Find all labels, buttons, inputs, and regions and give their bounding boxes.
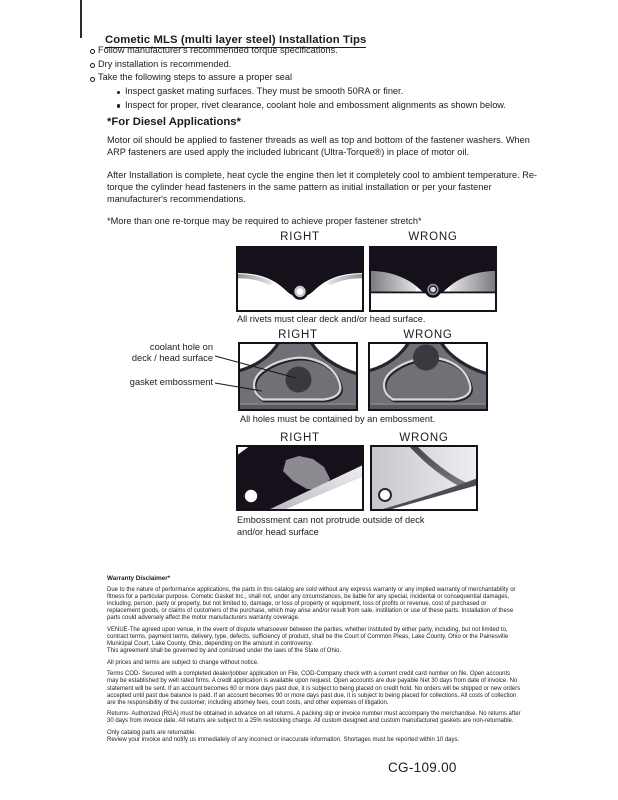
tip-subitem	[117, 99, 549, 112]
tip-item	[89, 71, 549, 85]
tip-text: Take the following steps to assure a proper seal	[98, 72, 293, 83]
disclaimer-paragraph: Terms COD- Secured with a completed dealer/jobber application on File, COD-Company check with a current credit card number on file. Open accounts may be established by well rated firms. A credit application is available upon request. Open accounts are due payable Net 30 days from date of invoice. No statement will be sent. If an account becomes 60 or more days past due, it is subject to being placed on credit hold. No orders will be shipped or new orders accepted until past due balance is paid. If an account becomes 90 or more days past due, it is subject to being placed for collections. All costs of collection are the responsibility of the customer, including attorney fees, court costs, and other expenses of litigation.	[107, 671, 521, 706]
coolant-hole-label	[100, 342, 213, 364]
disclaimer-paragraph: VENUE-The agreed upon venue, in the event of dispute whatsoever between the parties, whether instituted by either party, including, but not limited to, contract terms, payment terms, delivery, type, defects, sufficiency of product, shall be the Court of Common Pleas, Lake County, Ohio or the Painesville Municipal Court, Lake County, Ohio, depending on the amount in controversy.	[107, 626, 509, 647]
disclaimer-heading: Warranty Disclaimer*	[107, 575, 171, 582]
gasket-embossment-label: gasket embossment	[129, 377, 213, 387]
row3-wrong-label: WRONG	[399, 432, 449, 444]
coolant-hole-wrong-diagram	[368, 342, 488, 411]
diesel-paragraph: Motor oil should be applied to fastener threads as well as top and bottom of the fastener washers. When ARP fasteners are used apply the included lubricant (Ultra-Torque®) in place of motor oil.	[107, 135, 530, 158]
page-code: CG-109.00	[388, 760, 457, 775]
tip-item	[89, 44, 549, 58]
disclaimer-paragraph: This agreement shall be governed by and construed under the laws of the State of Ohio.	[107, 647, 342, 654]
page-title: Cometic MLS (multi layer steel) Installation Tips	[105, 34, 366, 49]
row1-right-label: RIGHT	[280, 231, 320, 243]
row1-wrong-label: WRONG	[408, 231, 458, 243]
coolant-hole-label-line1: coolant hole on	[149, 342, 213, 352]
page-edge-mark	[80, 0, 82, 38]
diesel-paragraph: After Installation is complete, heat cycle the engine then let it completely cool to ambient temperature. Re-torque the cylinder head fasteners in the same pattern as initial installation or per your fastener manufacturer's recommendations.	[107, 169, 537, 205]
embossment-wrong-diagram	[370, 445, 478, 511]
disclaimer-paragraph: Due to the nature of performance applications, the parts in this catalog are sold without any express warranty or any implied warranty of merchantability or fitness for a particular purpose. Cometic Gasket Inc., shall not, under any circumstances, be liable for any special, incidental or consequential damages, including, person, party or property, but not limited to, damage, or loss of property or equipment, loss of profits or revenue, cost of purchased or replacement goods, or claims of customers of the purchase, which may arise and/or result from sale, instillation or use of these parts. Installation of these parts could adversely affect the motor manufacturers warranty coverage.	[107, 586, 516, 621]
row2-wrong-label: WRONG	[403, 329, 453, 341]
warranty-disclaimer	[107, 575, 521, 744]
rivet-clearance-wrong-diagram	[369, 246, 497, 312]
tip-item	[89, 58, 549, 72]
embossment-right-diagram	[236, 445, 364, 511]
row3-caption: Embossment can not protrude outside of deck and/or head surface	[237, 515, 425, 537]
disclaimer-paragraph: Returns- Authorized (RGA) must be obtained in advance on all returns. A packing slip or invoice number must accompany the merchandise. No returns after 30 days from invoice date. All returns are subject to a 25% restocking charge. All custom designed and custom manufactured gaskets are non-returnable.	[107, 711, 521, 725]
disclaimer-paragraph: All prices and terms are subject to change without notice.	[107, 659, 259, 666]
retorque-note: *More than one re-torque may be required to achieve proper fastener stretch*	[107, 216, 422, 227]
row2-right-label: RIGHT	[278, 329, 318, 341]
diesel-heading: *For Diesel Applications*	[107, 116, 241, 128]
coolant-hole-right-diagram	[238, 342, 358, 411]
disclaimer-paragraph: Review your invoice and notify us immediately of any incorrect or inaccurate information. Shortages must be reported within 10 days.	[107, 737, 460, 744]
tip-text: Dry installation is recommended.	[98, 58, 232, 69]
rivet-clearance-right-diagram	[236, 246, 364, 312]
tip-text: Inspect for proper, rivet clearance, coolant hole and embossment alignments as shown below.	[125, 99, 506, 110]
disclaimer-paragraph: Only catalog parts are returnable.	[107, 730, 197, 737]
tip-text: Follow manufacturer's recommended torque specifications.	[98, 45, 338, 55]
row2-caption: All holes must be contained by an embossment.	[240, 414, 436, 424]
diesel-applications-section	[107, 116, 537, 227]
row1-caption: All rivets must clear deck and/or head surface.	[237, 314, 426, 324]
coolant-hole-label-line2: deck / head surface	[131, 352, 213, 363]
tip-text: Inspect gasket mating surfaces. They must be smooth 50RA or finer.	[125, 86, 404, 97]
figure-section	[0, 228, 618, 558]
tip-subitem	[117, 85, 549, 98]
row3-right-label: RIGHT	[280, 432, 320, 444]
installation-tips-list	[89, 44, 549, 112]
